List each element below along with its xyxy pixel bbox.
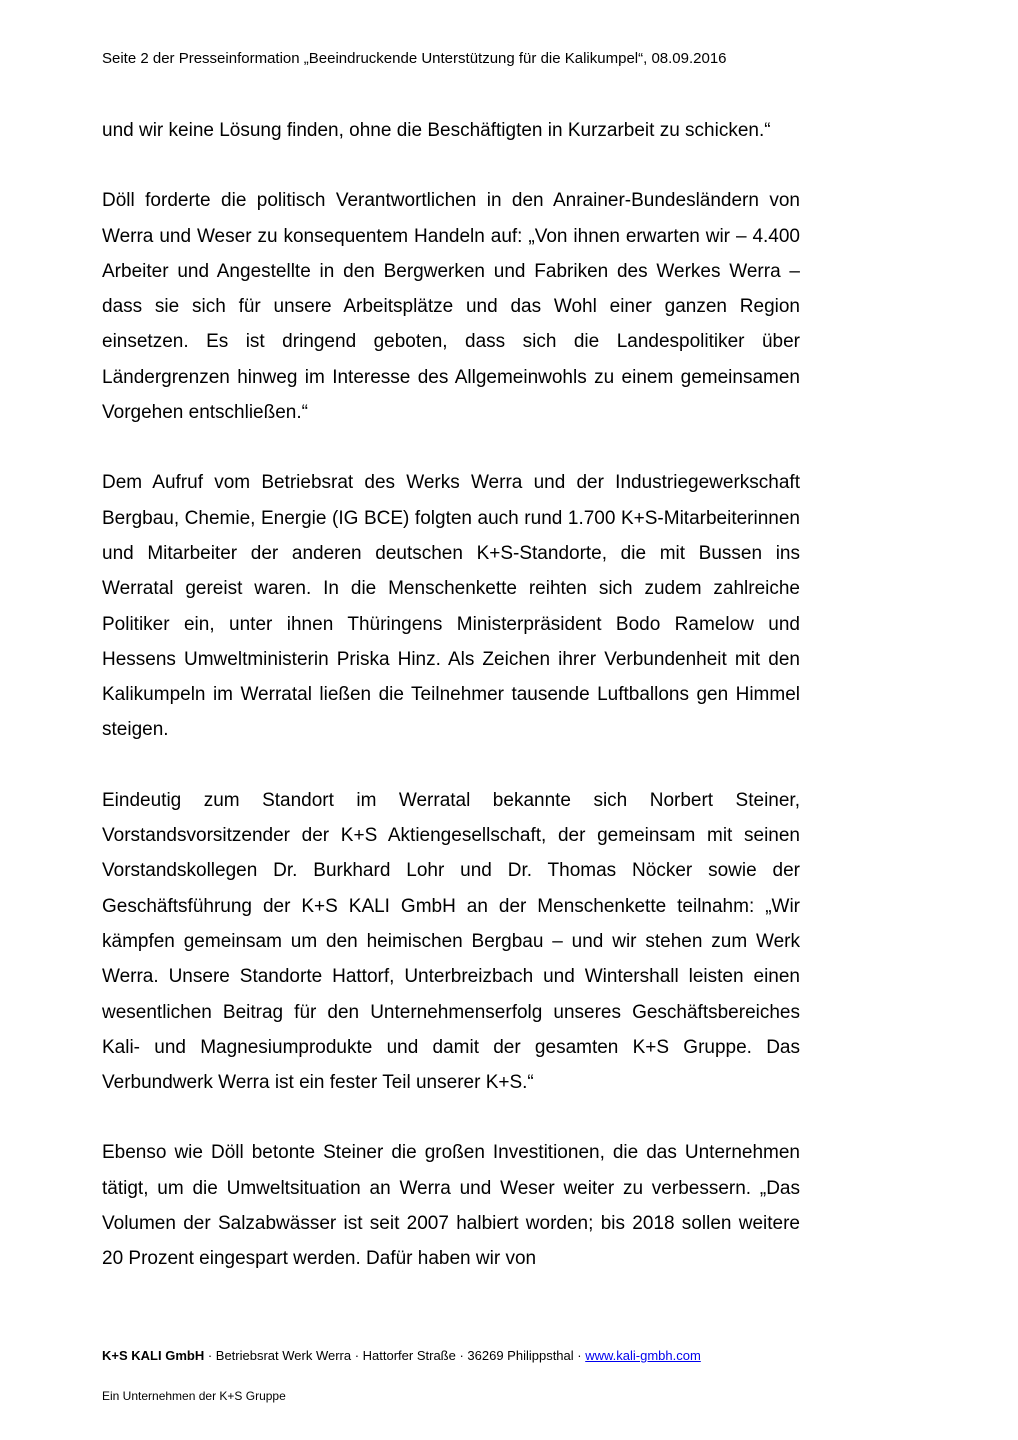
body-text — [102, 113, 800, 1312]
footer-address: · Betriebsrat Werk Werra · Hattorfer Straße · 36269 Philippsthal · — [204, 1348, 586, 1363]
paragraph: Ebenso wie Döll betonte Steiner die großen Investitionen, die das Unternehmen tätigt, um die Umweltsituation an Werra und Weser weiter zu verbessern. „Das Volumen der Salzabwässer ist seit 2007 halbiert worden; bis 2018 sollen weitere 20 Prozent eingespart werden. Dafür haben wir von — [102, 1142, 800, 1270]
page-header: Seite 2 der Presseinformation „Beeindruckende Unterstützung für die Kalikumpel“, 08.09.2016 — [102, 50, 727, 67]
paragraph: und wir keine Lösung finden, ohne die Beschäftigten in Kurzarbeit zu schicken.“ — [102, 120, 771, 141]
footer-website-link[interactable]: www.kali-gmbh.com — [585, 1348, 701, 1363]
paragraph: Dem Aufruf vom Betriebsrat des Werks Werra und der Industriegewerkschaft Bergbau, Chemie, Energie (IG BCE) folgten auch rund 1.700 K+S-Mitarbeiterinnen und Mitarbeiter der anderen deutschen K+S-Standorte, die mit Bussen ins Werratal gereist waren. In die Menschenkette reihten sich zudem zahlreiche Politiker ein, unter ihnen Thüringens Ministerpräsident Bodo Ramelow und Hessens Umweltministerin Priska Hinz. Als Zeichen ihrer Verbundenheit mit den Kalikumpeln im Werratal ließen die Teilnehmer tausende Luftballons gen Himmel steigen. — [102, 472, 800, 741]
footer-tagline: Ein Unternehmen der K+S Gruppe — [102, 1389, 286, 1403]
paragraph: Eindeutig zum Standort im Werratal bekannte sich Norbert Steiner, Vorstandsvorsitzender der K+S Aktiengesellschaft, der gemeinsam mit seinen Vorstandskollegen Dr. Burkhard Lohr und Dr. Thomas Nöcker sowie der Geschäftsführung der K+S KALI GmbH an der Menschenkette teilnahm: „Wir kämpfen gemeinsam um den heimischen Bergbau – und wir stehen zum Werk Werra. Unsere Standorte Hattorf, Unterbreizbach und Wintershall leisten einen wesentlichen Beitrag für den Unternehmenserfolg unseres Geschäftsbereiches Kali- und Magnesiumprodukte und damit der gesamten K+S Gruppe. Das Verbundwerk Werra ist ein fester Teil unserer K+S.“ — [102, 789, 800, 1094]
footer-company-name: K+S KALI GmbH — [102, 1348, 205, 1363]
paragraph: Döll forderte die politisch Verantwortlichen in den Anrainer-Bundesländern von Werra und Weser zu konsequentem Handeln auf: „Von ihnen erwarten wir – 4.400 Arbeiter und Angestellte in den Bergwerken und Fabriken des Werkes Werra – dass sie sich für unsere Arbeitsplätze und das Wohl einer ganzen Region einsetzen. Es ist dringend geboten, dass sich die Landespolitiker über Ländergrenzen hinweg im Interesse des Allgemeinwohls zu einem gemeinsamen Vorgehen entschließen.“ — [102, 190, 800, 424]
footer — [102, 1347, 862, 1365]
